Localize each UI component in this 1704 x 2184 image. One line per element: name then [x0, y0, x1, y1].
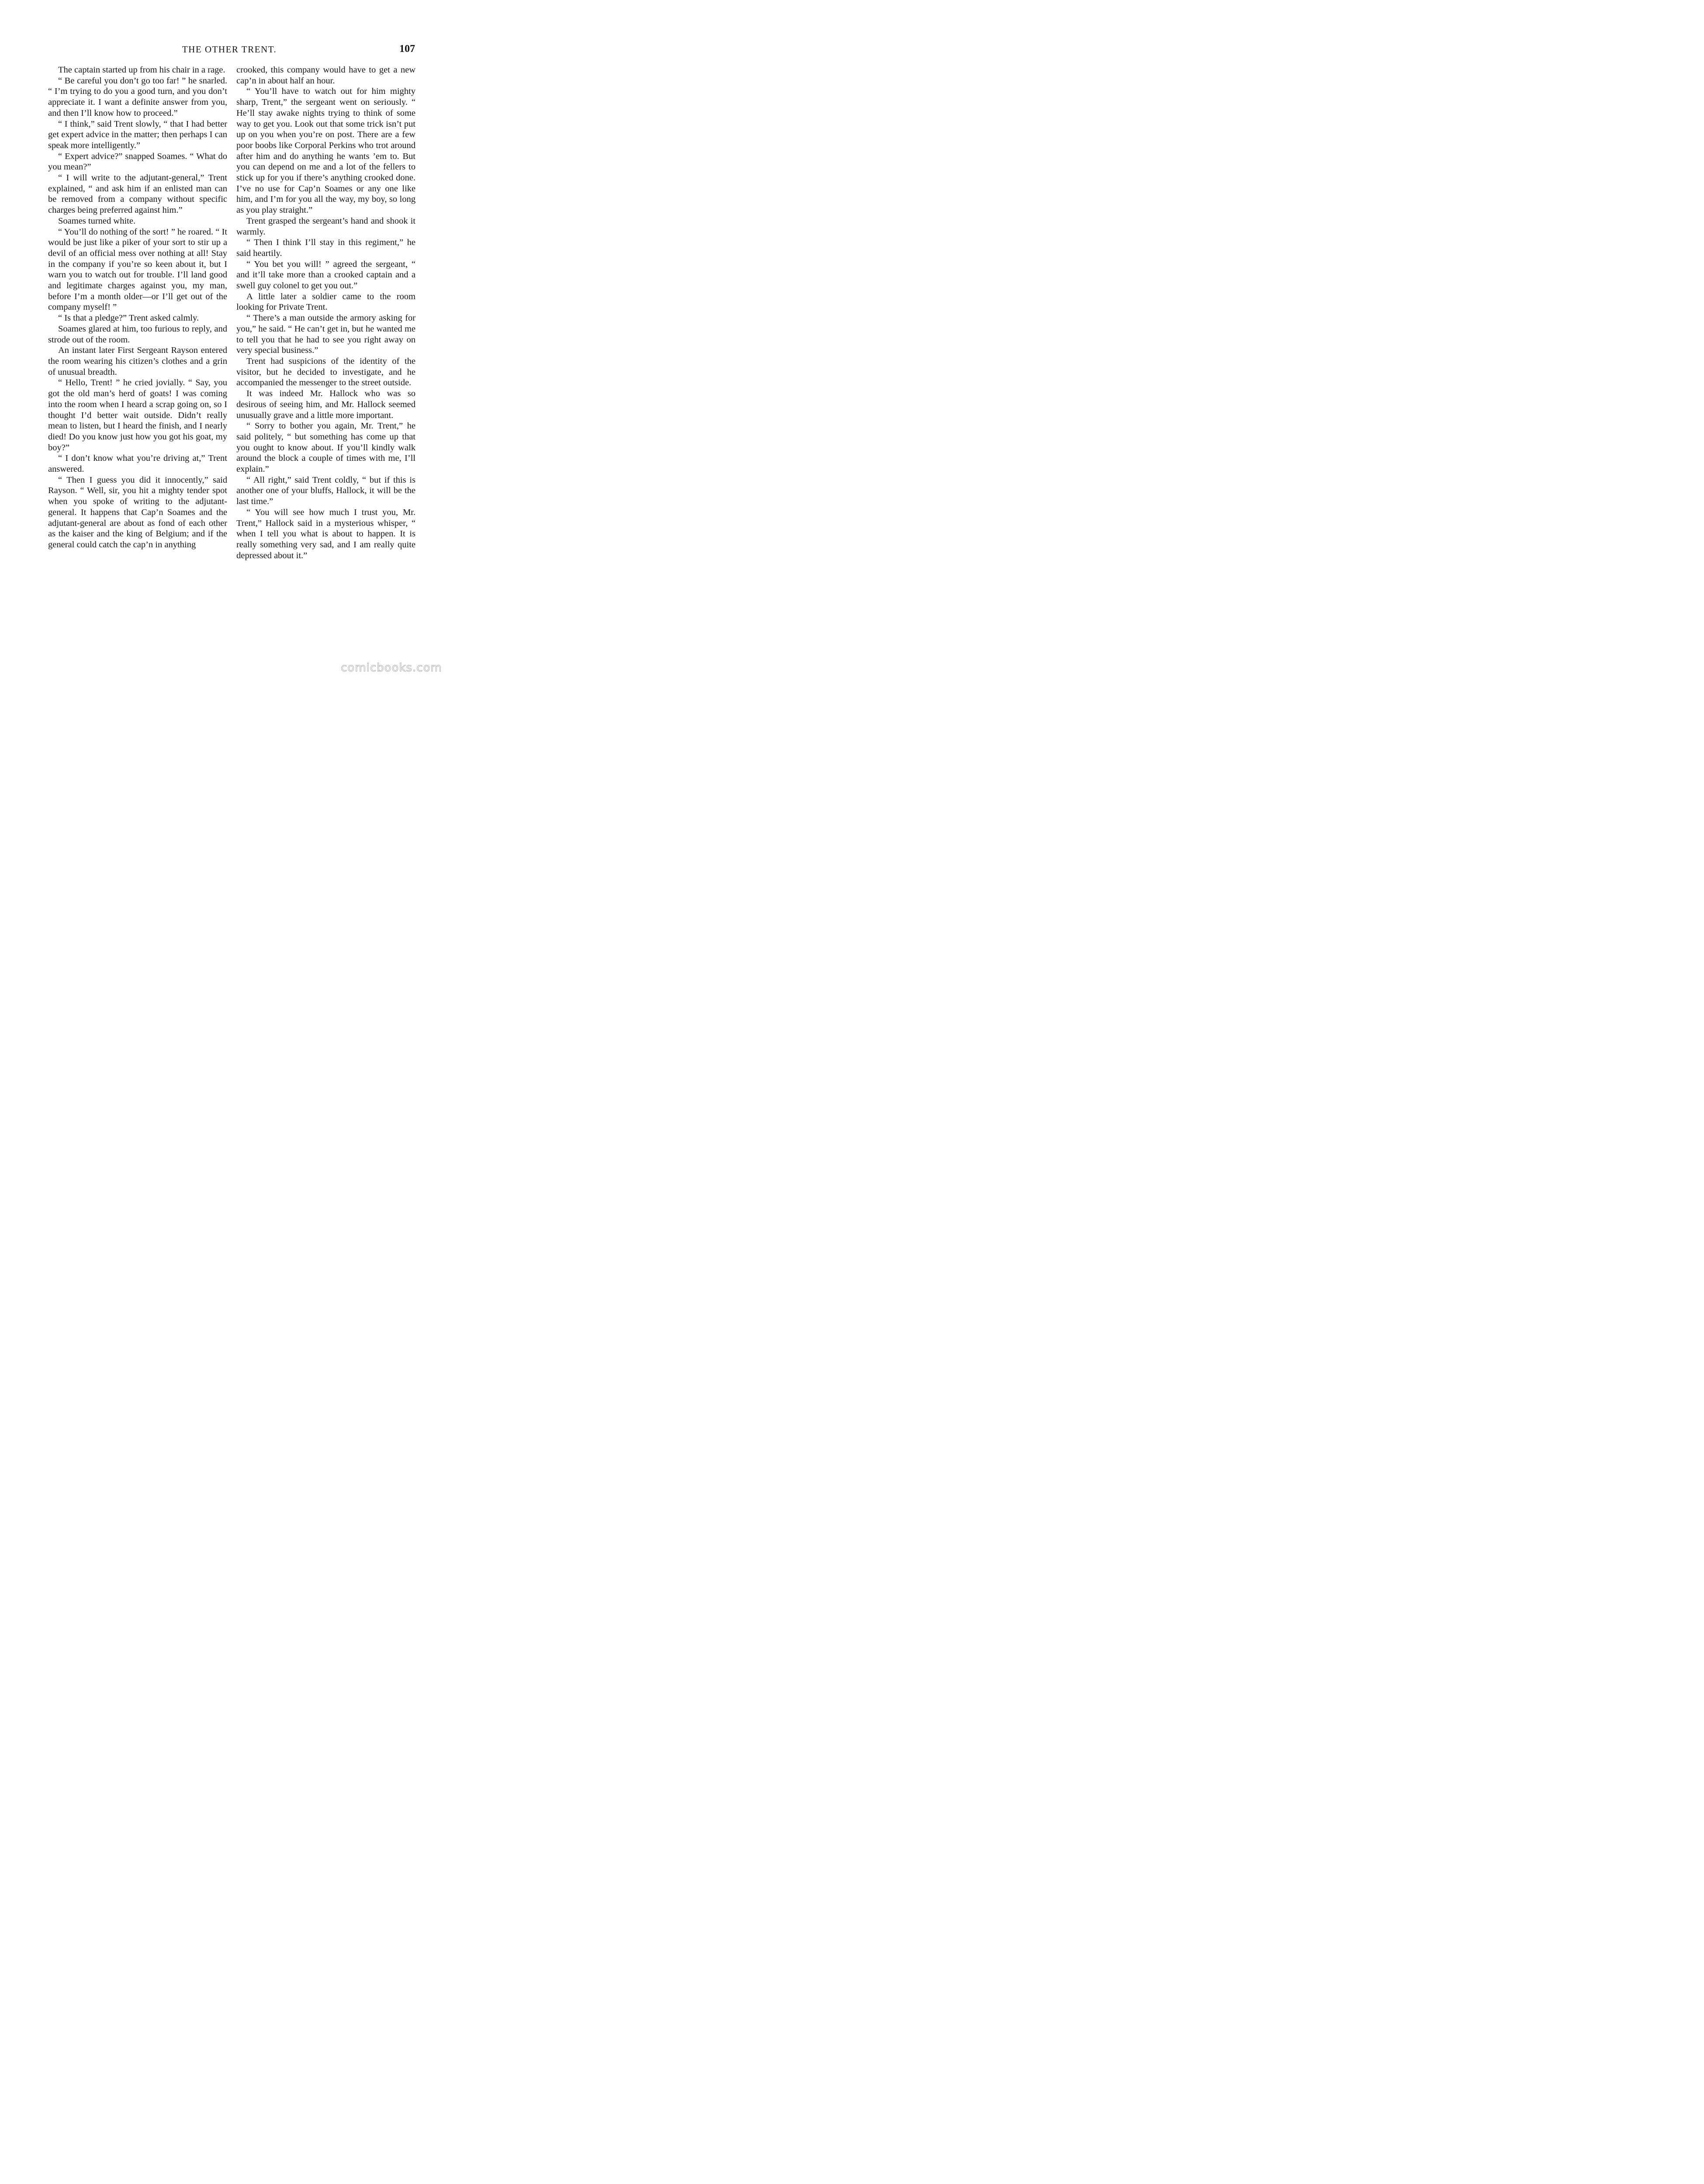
paragraph: “ All right,” said Trent coldly, “ but if this is another one of your bluffs, Hallock, it will be the last time.” [236, 475, 416, 507]
left-column [48, 65, 227, 550]
paragraph: “ Then I think I’ll stay in this regiment,” he said heartily. [236, 238, 416, 258]
paragraph: An instant later First Sergeant Rayson entered the room wearing his citizen’s clothes and a grin of unusual breadth. [48, 346, 227, 377]
paragraph: “ You’ll have to watch out for him mighty sharp, Trent,” the sergeant went on seriously. “ He’ll stay awake nights trying to think of some way to get you. Look out that some trick isn’t put up on you when you’re on post. There are a few poor boobs like Corporal Perkins who trot around after him and do anything he wants ’em to. But you can depend on me and a lot of the fellers to stick up for you if there’s anything crooked done. I’ve no use for Cap’n Soames or any one like him, and I’m for you all the way, my boy, so long as you play straight.” [236, 86, 416, 215]
page-number: 107 [399, 43, 415, 55]
running-title: THE OTHER TRENT. [182, 44, 277, 55]
paragraph: A little later a soldier came to the room looking for Private Trent. [236, 291, 416, 312]
paragraph: “ Hello, Trent! ” he cried jovially. “ Say, you got the old man’s herd of goats! I was coming into the room when I heard a scrap going on, so I thought I’d better wait outside. Didn’t really mean to listen, but I heard the finish, and I nearly died! Do you know just how you got his goat, my boy?” [48, 378, 227, 453]
paragraph: “ Expert advice?” snapped Soames. “ What do you mean?” [48, 151, 227, 172]
paragraph: “ Is that a pledge?” Trent asked calmly. [58, 313, 199, 323]
paragraph: Trent grasped the sergeant’s hand and shook it warmly. [236, 216, 416, 237]
watermark: comicbooks.com [341, 661, 442, 674]
paragraph: “ There’s a man outside the armory asking for you,” he said. “ He can’t get in, but he wanted me to tell you that he had to see you right away on very special business.” [236, 313, 416, 356]
paragraph: “ I will write to the adjutant-general,” Trent explained, “ and ask him if an enlisted man can be removed from a company without specific charges being preferred against him.” [48, 173, 227, 215]
right-column [236, 65, 416, 561]
paragraph: It was indeed Mr. Hallock who was so desirous of seeing him, and Mr. Hallock seemed unusually grave and a little more important. [236, 389, 416, 420]
running-header [44, 44, 415, 59]
paragraph: The captain started up from his chair in a rage. [58, 65, 225, 75]
paragraph: “ You bet you will! ” agreed the sergeant, “ and it’ll take more than a crooked captain and a swell guy colonel to get you out.” [236, 259, 416, 291]
paragraph: “ Be careful you don’t go too far! ” he snarled. “ I’m trying to do you a good turn, and you don’t appreciate it. I want a definite answer from you, and then I’ll know how to proceed.” [48, 76, 227, 118]
paragraph: Soames glared at him, too furious to reply, and strode out of the room. [48, 324, 227, 345]
paragraph: “ Sorry to bother you again, Mr. Trent,” he said politely, “ but something has come up that you ought to know about. If you’ll kindly walk around the block a couple of times with me, I’ll explain.” [236, 421, 416, 474]
paragraph: Trent had suspicions of the identity of the visitor, but he decided to investigate, and he accompanied the messenger to the street outside. [236, 356, 416, 388]
paragraph: “ I don’t know what you’re driving at,” Trent answered. [48, 453, 227, 474]
paragraph: Soames turned white. [58, 216, 136, 226]
paragraph: “ You’ll do nothing of the sort! ” he roared. “ It would be just like a piker of your sort to stir up a devil of an official mess over nothing at all! Stay in the company if you’re so keen about it, but I warn you to watch out for trouble. I’ll land good and legitimate charges against you, my man, before I’m a month older—or I’ll get out of the company myself! ” [48, 227, 227, 312]
paragraph: “ Then I guess you did it innocently,” said Rayson. “ Well, sir, you hit a mighty tender spot when you spoke of writing to the adjutant-general. It happens that Cap’n Soames and the adjutant-general are about as fond of each other as the kaiser and the king of Belgium; and if the general could catch the cap’n in anything [48, 475, 227, 549]
continued-paragraph: crooked, this company would have to get a new cap’n in about half an hour. [236, 65, 416, 86]
paragraph: “ I think,” said Trent slowly, “ that I had better get expert advice in the matter; then perhaps I can speak more intelligently.” [48, 119, 227, 150]
paragraph: “ You will see how much I trust you, Mr. Trent,” Hallock said in a mysterious whisper, “ when I tell you what is about to happen. It is really something very sad, and I am really quite depressed about it.” [236, 507, 416, 560]
